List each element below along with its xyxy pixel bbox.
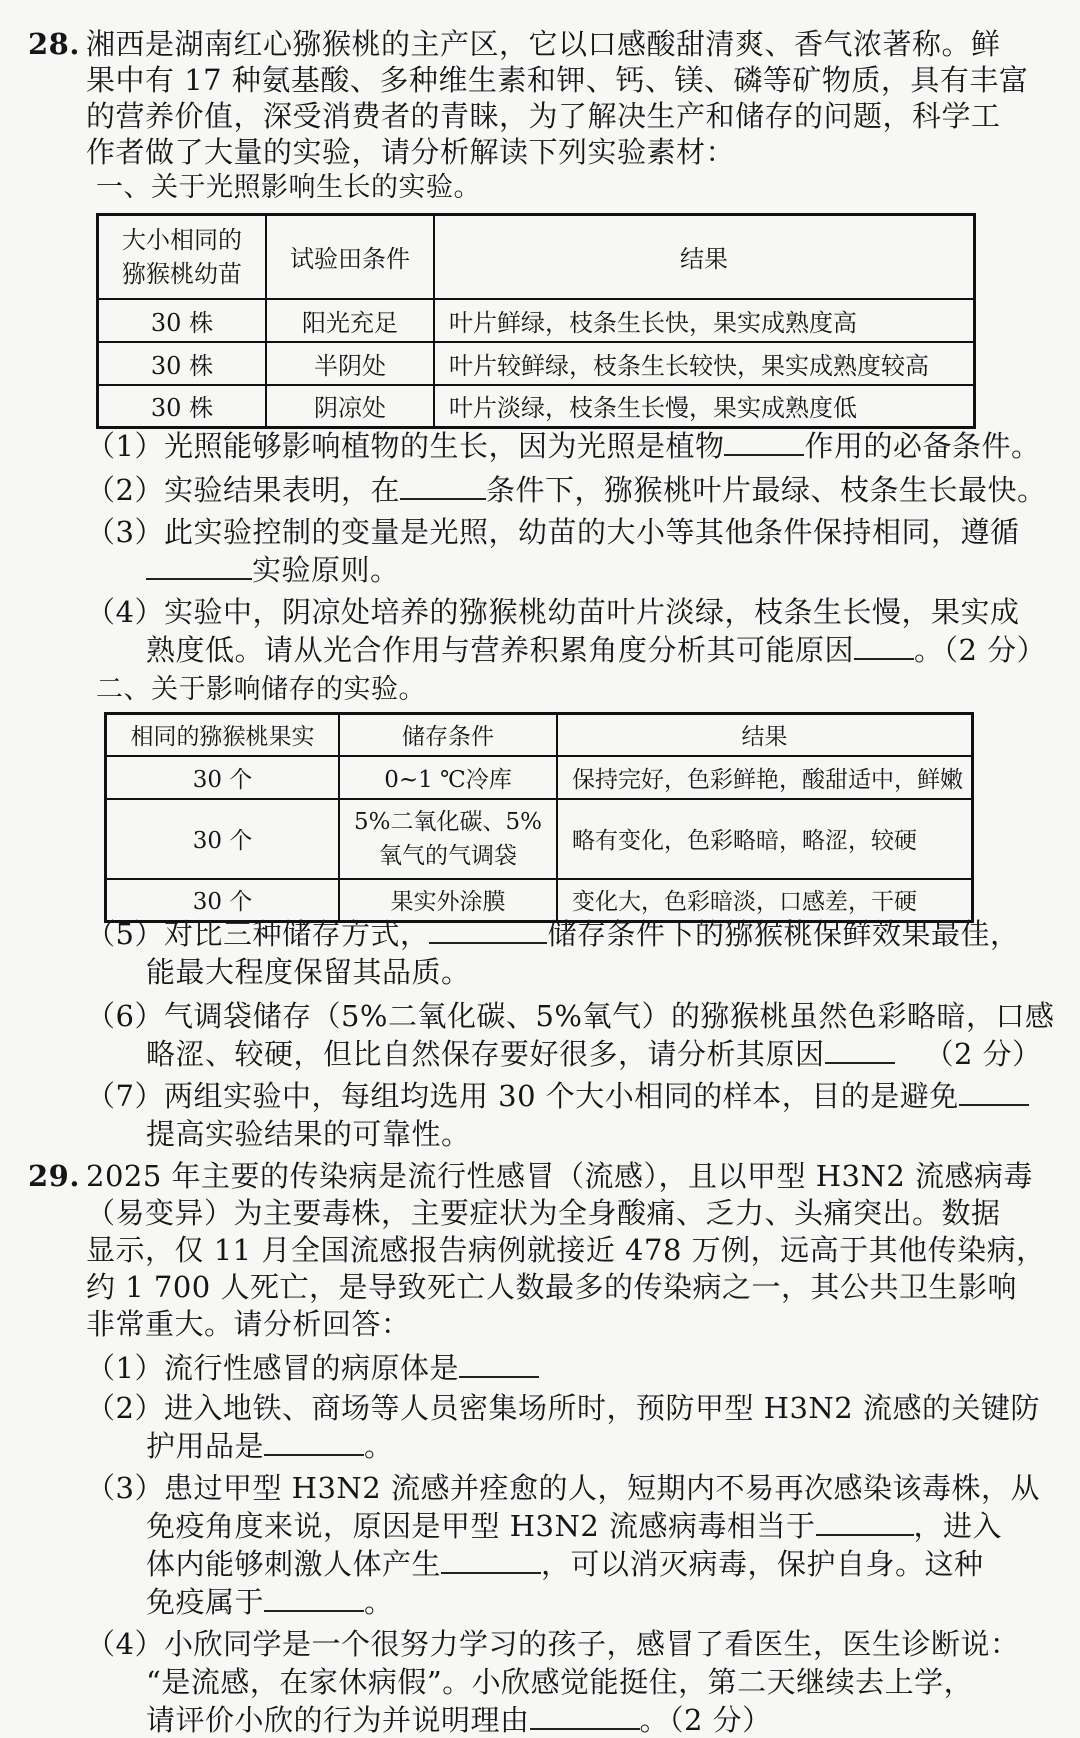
row-condition: 0~1 ℃冷库 <box>339 756 557 799</box>
answer-blank[interactable] <box>825 1036 895 1064</box>
header-seedlings: 大小相同的 猕猴桃幼苗 <box>98 215 267 299</box>
row-result: 叶片较鲜绿，枝条生长较快，果实成熟度较高 <box>434 342 975 385</box>
q29-intro-line-3: 显示，仅 11 月全国流感报告病例就接近 478 万例，远高于其他传染病， <box>86 1233 1046 1267</box>
storage-experiment-table <box>104 712 974 923</box>
row-count: 30 株 <box>98 342 267 385</box>
row-condition: 阳光充足 <box>266 299 434 342</box>
row-result: 略有变化，色彩略暗，略涩，较硬 <box>557 799 973 879</box>
q28-sub2: （2）实验结果表明，在 条件下，猕猴桃叶片最绿、枝条生长最快。 <box>86 473 1047 507</box>
q29-sub3-line4: 免疫属于 。 <box>146 1585 394 1619</box>
header-result: 结果 <box>434 215 975 299</box>
answer-blank[interactable] <box>146 552 252 580</box>
q28-intro-line-1: 湘西是湖南红心猕猴桃的主产区，它以口感酸甜清爽、香气浓著称。鲜 <box>86 27 1001 61</box>
q29-sub3-line2: 免疫角度来说，原因是甲型 H3N2 流感病毒相当于 ，进入 <box>146 1509 1003 1543</box>
table-header-row <box>106 714 973 756</box>
q29-sub1: （1）流行性感冒的病原体是 <box>86 1350 539 1386</box>
answer-blank[interactable] <box>854 632 914 660</box>
row-result: 叶片鲜绿，枝条生长快，果实成熟度高 <box>434 299 975 342</box>
question-28-number: 28. <box>28 27 80 61</box>
q28-sub5-line2: 能最大程度保留其品质。 <box>146 955 471 989</box>
row-result: 变化大，色彩暗淡，口感差，干硬 <box>557 879 973 922</box>
q28-intro-line-4: 作者做了大量的实验，请分析解读下列实验素材： <box>86 135 736 169</box>
q28-sub6-line2: 略涩、较硬，但比自然保存要好很多，请分析其原因 （2 分） <box>146 1037 1042 1071</box>
q29-intro-line-5: 非常重大。请分析回答： <box>86 1307 411 1341</box>
q28-sub7-line1: （7）两组实验中，每组均选用 30 个大小相同的样本，目的是避免 <box>86 1078 1029 1114</box>
table-row <box>106 799 973 879</box>
q28-sub3-line2: 实验原则。 <box>146 552 400 588</box>
row-count: 30 个 <box>106 756 340 799</box>
part1-title: 一、关于光照影响生长的实验。 <box>96 172 481 203</box>
q29-sub2-line2: 护用品是 。 <box>146 1429 394 1463</box>
row-count: 30 个 <box>106 879 340 922</box>
answer-blank[interactable] <box>959 1078 1029 1106</box>
row-result: 叶片淡绿，枝条生长慢，果实成熟度低 <box>434 385 975 428</box>
light-experiment-table <box>96 213 976 429</box>
table-row <box>98 299 975 342</box>
question-29-number: 29. <box>28 1159 80 1193</box>
row-count: 30 个 <box>106 799 340 879</box>
q29-sub4-line2: “是流感，在家休病假”。小欣感觉能挺住，第二天继续去上学， <box>146 1665 974 1699</box>
q28-sub1: （1）光照能够影响植物的生长，因为光照是植物 作用的必备条件。 <box>86 429 1041 463</box>
q28-intro-line-2: 果中有 17 种氨基酸、多种维生素和钾、钙、镁、磷等矿物质，具有丰富 <box>86 63 1029 97</box>
q29-intro-line-2: （易变异）为主要毒株，主要症状为全身酸痛、乏力、头痛突出。数据 <box>86 1196 1001 1230</box>
q29-sub4-line3: 请评价小欣的行为并说明理由 。（2 分） <box>146 1703 772 1737</box>
q28-sub3-line1: （3）此实验控制的变量是光照，幼苗的大小等其他条件保持相同，遵循 <box>86 515 1020 549</box>
answer-blank[interactable] <box>816 1508 914 1536</box>
q28-sub7-line2: 提高实验结果的可靠性。 <box>146 1117 471 1151</box>
answer-blank[interactable] <box>441 1546 541 1574</box>
q28-sub6-line1: （6）气调袋储存（5%二氧化碳、5%氧气）的猕猴桃虽然色彩略暗，口感 <box>86 999 1055 1033</box>
header-storage: 储存条件 <box>339 714 557 756</box>
row-condition: 阴凉处 <box>266 385 434 428</box>
row-count: 30 株 <box>98 385 267 428</box>
q29-intro-line-4: 约 1 700 人死亡，是导致死亡人数最多的传染病之一，其公共卫生影响 <box>86 1270 1017 1304</box>
row-condition: 5%二氧化碳、5% 氧气的气调袋 <box>339 799 557 879</box>
header-result: 结果 <box>557 714 973 756</box>
q28-intro-line-3: 的营养价值，深受消费者的青睐，为了解决生产和储存的问题，科学工 <box>86 99 1001 133</box>
answer-blank[interactable] <box>724 428 804 456</box>
q29-sub3-line1: （3）患过甲型 H3N2 流感并痊愈的人，短期内不易再次感染该毒株，从 <box>86 1471 1040 1505</box>
row-condition: 果实外涂膜 <box>339 879 557 922</box>
q28-sub5-line1: （5）对比三种储存方式， 储存条件下的猕猴桃保鲜效果最佳， <box>86 917 1020 951</box>
table-row <box>98 342 975 385</box>
table-row <box>98 385 975 428</box>
q29-sub2-line1: （2）进入地铁、商场等人员密集场所时，预防甲型 H3N2 流感的关键防 <box>86 1391 1040 1425</box>
answer-blank[interactable] <box>530 1702 640 1730</box>
answer-blank[interactable] <box>264 1428 364 1456</box>
table-header-row <box>98 215 975 299</box>
answer-blank[interactable] <box>429 916 547 944</box>
part2-title: 二、关于影响储存的实验。 <box>96 674 426 705</box>
q29-sub4-line1: （4）小欣同学是一个很努力学习的孩子，感冒了看医生，医生诊断说： <box>86 1627 1020 1661</box>
q29-intro-line-1: 2025 年主要的传染病是流行性感冒（流感），且以甲型 H3N2 流感病毒 <box>86 1159 1034 1193</box>
row-condition: 半阴处 <box>266 342 434 385</box>
q29-sub3-line3: 体内能够刺激人体产生 ，可以消灭病毒，保护自身。这种 <box>146 1547 984 1581</box>
table-row <box>106 756 973 799</box>
answer-blank[interactable] <box>400 472 486 500</box>
answer-blank[interactable] <box>264 1584 364 1612</box>
row-count: 30 株 <box>98 299 267 342</box>
q28-sub4-line2: 熟度低。请从光合作用与营养积累角度分析其可能原因 。（2 分） <box>146 633 1047 667</box>
header-condition: 试验田条件 <box>266 215 434 299</box>
header-fruit: 相同的猕猴桃果实 <box>106 714 340 756</box>
q28-sub4-line1: （4）实验中，阴凉处培养的猕猴桃幼苗叶片淡绿，枝条生长慢，果实成 <box>86 595 1020 629</box>
row-result: 保持完好，色彩鲜艳，酸甜适中，鲜嫩 <box>557 756 973 799</box>
answer-blank[interactable] <box>459 1350 539 1378</box>
